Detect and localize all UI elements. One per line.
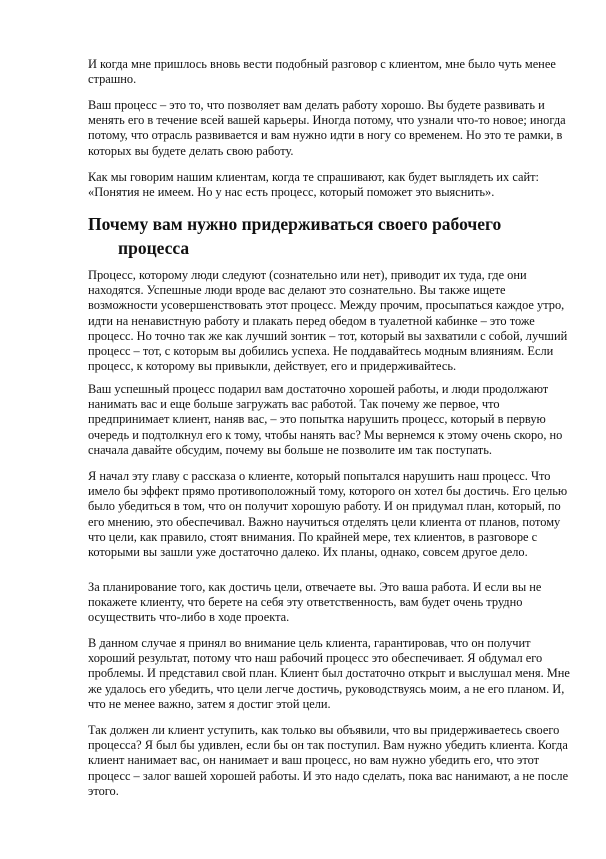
- section-heading-line-2: процесса: [118, 238, 190, 258]
- paragraph-body-3: Я начал эту главу с рассказа о клиенте, который попытался нарушить наш процесс. Что имело бы эффект прямо противоположный тому, которого он хотел бы достичь. Его целью было убедиться в том, что он получит хорошую работу. И он придумал план, который, по его мнению, это обеспечивал. Важно научиться отделять цели клиента от планов, потому что цели, как правило, стоят внимания. По крайней мере, тех клиентов, в разговоре с которыми вы зашли уже достаточно далеко. Их планы, однако, совсем другое дело.: [88, 469, 568, 560]
- paragraph-body-1: Процесс, которому люди следуют (сознательно или нет), приводит их туда, где они находятся. Успешные люди вроде вас делают это сознательно. Вы также ищете возможности усовершенствовать этот процесс. Между прочим, просыпаться каждое утро, идти на ненавистную работу и плакать перед обедом в туалетной кабинке – это тоже процесс. Но точно так же как лучший зонтик – тот, который вы захватили с собой, лучший процесс – тот, с которым вы добились успеха. Не поддавайтесь модным влияниям. Если процесс, к которому вы привыкли, действует, его и придерживайтесь.: [88, 268, 568, 374]
- section-heading: [88, 212, 568, 260]
- paragraph-body-6: Так должен ли клиент уступить, как только вы объявили, что вы придерживаетесь своего процесса? Я был бы удивлен, если бы он так поступил. Вам нужно убедить клиента. Когда клиент нанимает вас, он нанимает и ваш процесс, но вам нужно убедить его, что этот процесс – залог вашей хорошей работы. И это надо сделать, пока вас нанимают, а не после этого.: [88, 723, 569, 798]
- paragraph-intro-1: И когда мне пришлось вновь вести подобный разговор с клиентом, мне было чуть менее страшно.: [88, 57, 556, 87]
- paragraph-intro-3: Как мы говорим нашим клиентам, когда те спрашивают, как будет выглядеть их сайт: «Понятия не имеем. Но у нас есть процесс, который поможет это выяснить».: [88, 170, 539, 200]
- section-heading-line-1: Почему вам нужно придерживаться своего рабочего: [88, 214, 502, 234]
- paragraph-body-2: Ваш успешный процесс подарил вам достаточно хорошей работы, и люди продолжают нанимать вас и еще больше загружать вас работой. Так почему же первое, что предпринимает клиент, наняв вас, – это попытка нарушить процесс, который в первую очередь и подтолкнул его к тому, чтобы нанять вас? Мы вернемся к этому очень скоро, но сначала давайте обсудим, почему вы больше не позволите им так поступать.: [88, 382, 563, 457]
- paragraph-body-5: В данном случае я принял во внимание цель клиента, гарантировав, что он получит хороший результат, потому что наш рабочий процесс это обеспечивает. Я обдумал его проблемы. И представил свой план. Клиент был достаточно открыт и выслушал меня. Мне же удалось его убедить, что цели легче достичь, руководствуясь моим, а не его планом. И, что не менее важно, затем я достиг этой цели.: [88, 636, 570, 711]
- paragraph-body-4: За планирование того, как достичь цели, отвечаете вы. Это ваша работа. И если вы не покажете клиенту, что берете на себя эту ответственность, вам будет очень трудно осуществить что-либо в ходе проекта.: [88, 580, 542, 625]
- paragraph-intro-2: Ваш процесс – это то, что позволяет вам делать работу хорошо. Вы будете развивать и менять его в течение всей вашей карьеры. Иногда потому, что узнали что-то новое; иногда потому, что отрасль развивается и вам нужно идти в ногу со временем. Но это те рамки, в которых вы будете делать свою работу.: [88, 98, 566, 158]
